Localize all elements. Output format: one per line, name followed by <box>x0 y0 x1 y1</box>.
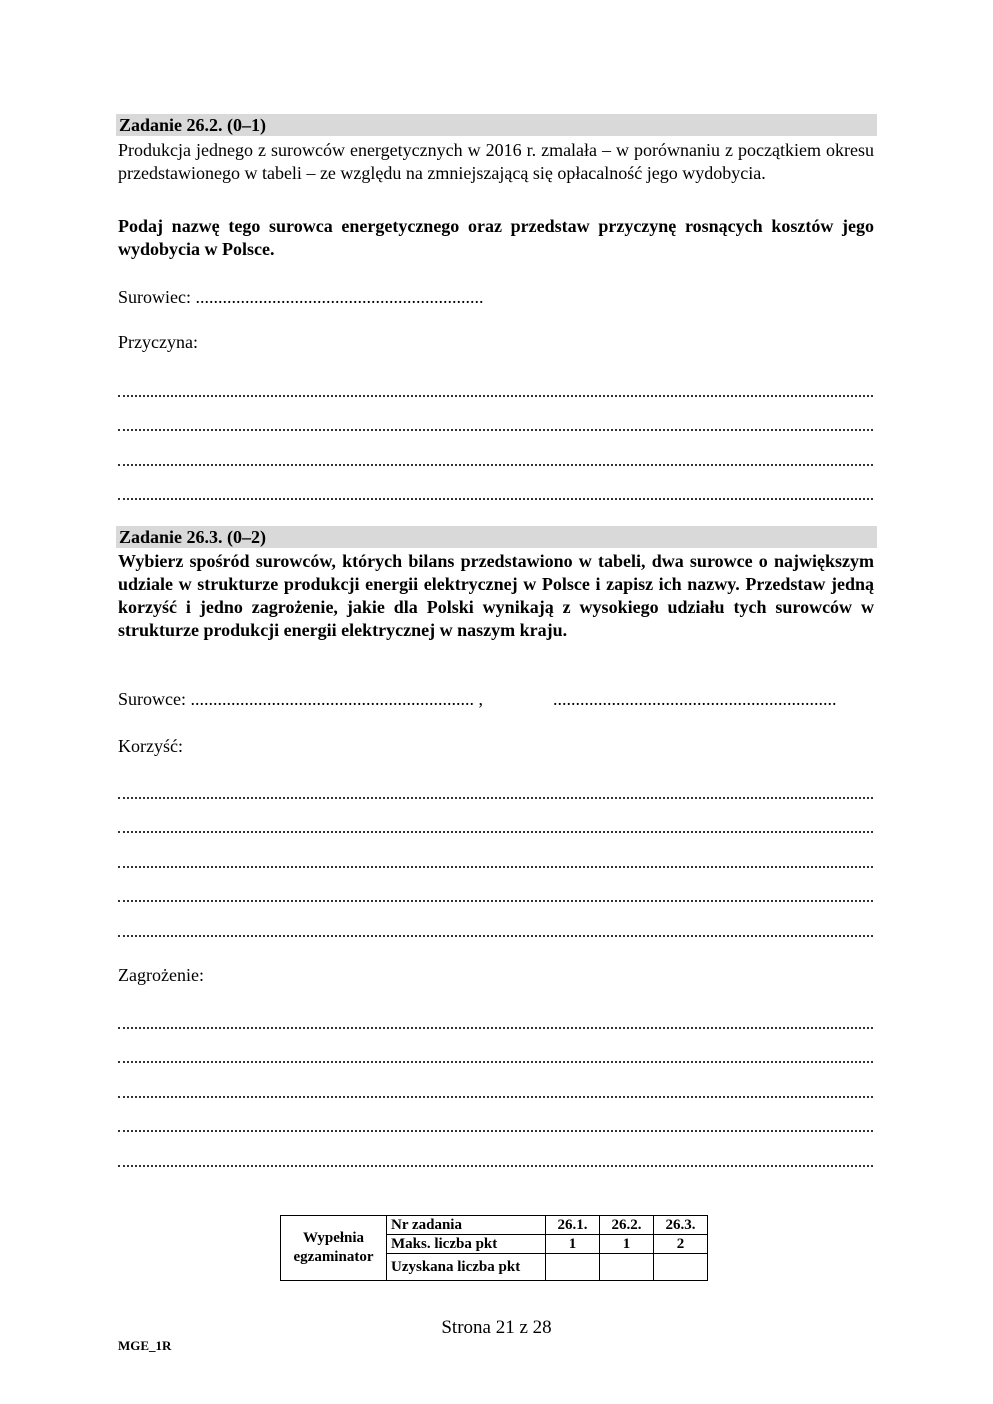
benefit-answer-line[interactable] <box>118 933 873 937</box>
benefit-answer-line[interactable] <box>118 864 873 868</box>
reason-answer-line[interactable] <box>118 462 873 466</box>
max-points-cell: 2 <box>654 1235 708 1254</box>
benefit-answer-line[interactable] <box>118 898 873 902</box>
task-26-2-header: Zadanie 26.2. (0–1) <box>116 114 877 136</box>
task-number-cell: 26.1. <box>546 1216 600 1235</box>
raw-materials-first-answer-field[interactable]: Surowce: ............................................................... , <box>118 689 483 709</box>
threat-label: Zagrożenie: <box>118 965 204 985</box>
threat-answer-line[interactable] <box>118 1094 873 1098</box>
task-26-3-header: Zadanie 26.3. (0–2) <box>116 526 877 548</box>
task-26-2-instruction: Podaj nazwę tego surowca energetycznego oraz przedstaw przyczynę rosnących kosztów jego wydobycia w Polsce. <box>118 216 874 259</box>
reason-answer-line[interactable] <box>118 496 873 500</box>
obtained-points-label: Uzyskana liczba pkt <box>387 1254 546 1281</box>
max-points-label: Maks. liczba pkt <box>387 1235 546 1254</box>
threat-answer-line[interactable] <box>118 1025 873 1029</box>
threat-answer-line[interactable] <box>118 1163 873 1167</box>
examiner-cell: Wypełnia egzaminator <box>281 1216 387 1281</box>
exam-code: MGE_1R <box>118 1338 172 1353</box>
obtained-points-cell[interactable] <box>546 1254 600 1281</box>
task-26-3-instruction: Wybierz spośród surowców, których bilans przedstawiono w tabeli, dwa surowce o największym udziale w strukturze produkcji energii elektrycznej w Polsce i zapisz ich nazwy. Przedstaw jedną korzyść i jedno zagrożenie, jakie dla Polski wynikają z wysokiego udziału tych surowców w strukturze produkcji energii elektrycznej w naszym kraju. <box>118 551 874 640</box>
benefit-answer-line[interactable] <box>118 829 873 833</box>
threat-answer-line[interactable] <box>118 1059 873 1063</box>
threat-answer-line[interactable] <box>118 1128 873 1132</box>
benefit-label: Korzyść: <box>118 736 183 756</box>
raw-material-answer-field[interactable]: Surowiec: ................................................................ <box>118 287 484 307</box>
task-number-label: Nr zadania <box>387 1216 546 1235</box>
benefit-answer-line[interactable] <box>118 795 873 799</box>
task-number-cell: 26.3. <box>654 1216 708 1235</box>
task-number-cell: 26.2. <box>600 1216 654 1235</box>
page-number: Strona 21 z 28 <box>441 1317 552 1338</box>
task-26-2-intro: Produkcja jednego z surowców energetycznych w 2016 r. zmalała – w porównaniu z początkiem okresu przedstawionego w tabeli – ze względu na zmniejszającą się opłacalność jego wydobycia. <box>118 140 874 183</box>
score-table <box>280 1215 708 1281</box>
obtained-points-cell[interactable] <box>654 1254 708 1281</box>
raw-materials-second-answer-field[interactable]: ............................................................... <box>553 689 837 709</box>
max-points-cell: 1 <box>600 1235 654 1254</box>
obtained-points-cell[interactable] <box>600 1254 654 1281</box>
reason-label: Przyczyna: <box>118 332 198 352</box>
reason-answer-line[interactable] <box>118 393 873 397</box>
max-points-cell: 1 <box>546 1235 600 1254</box>
reason-answer-line[interactable] <box>118 427 873 431</box>
